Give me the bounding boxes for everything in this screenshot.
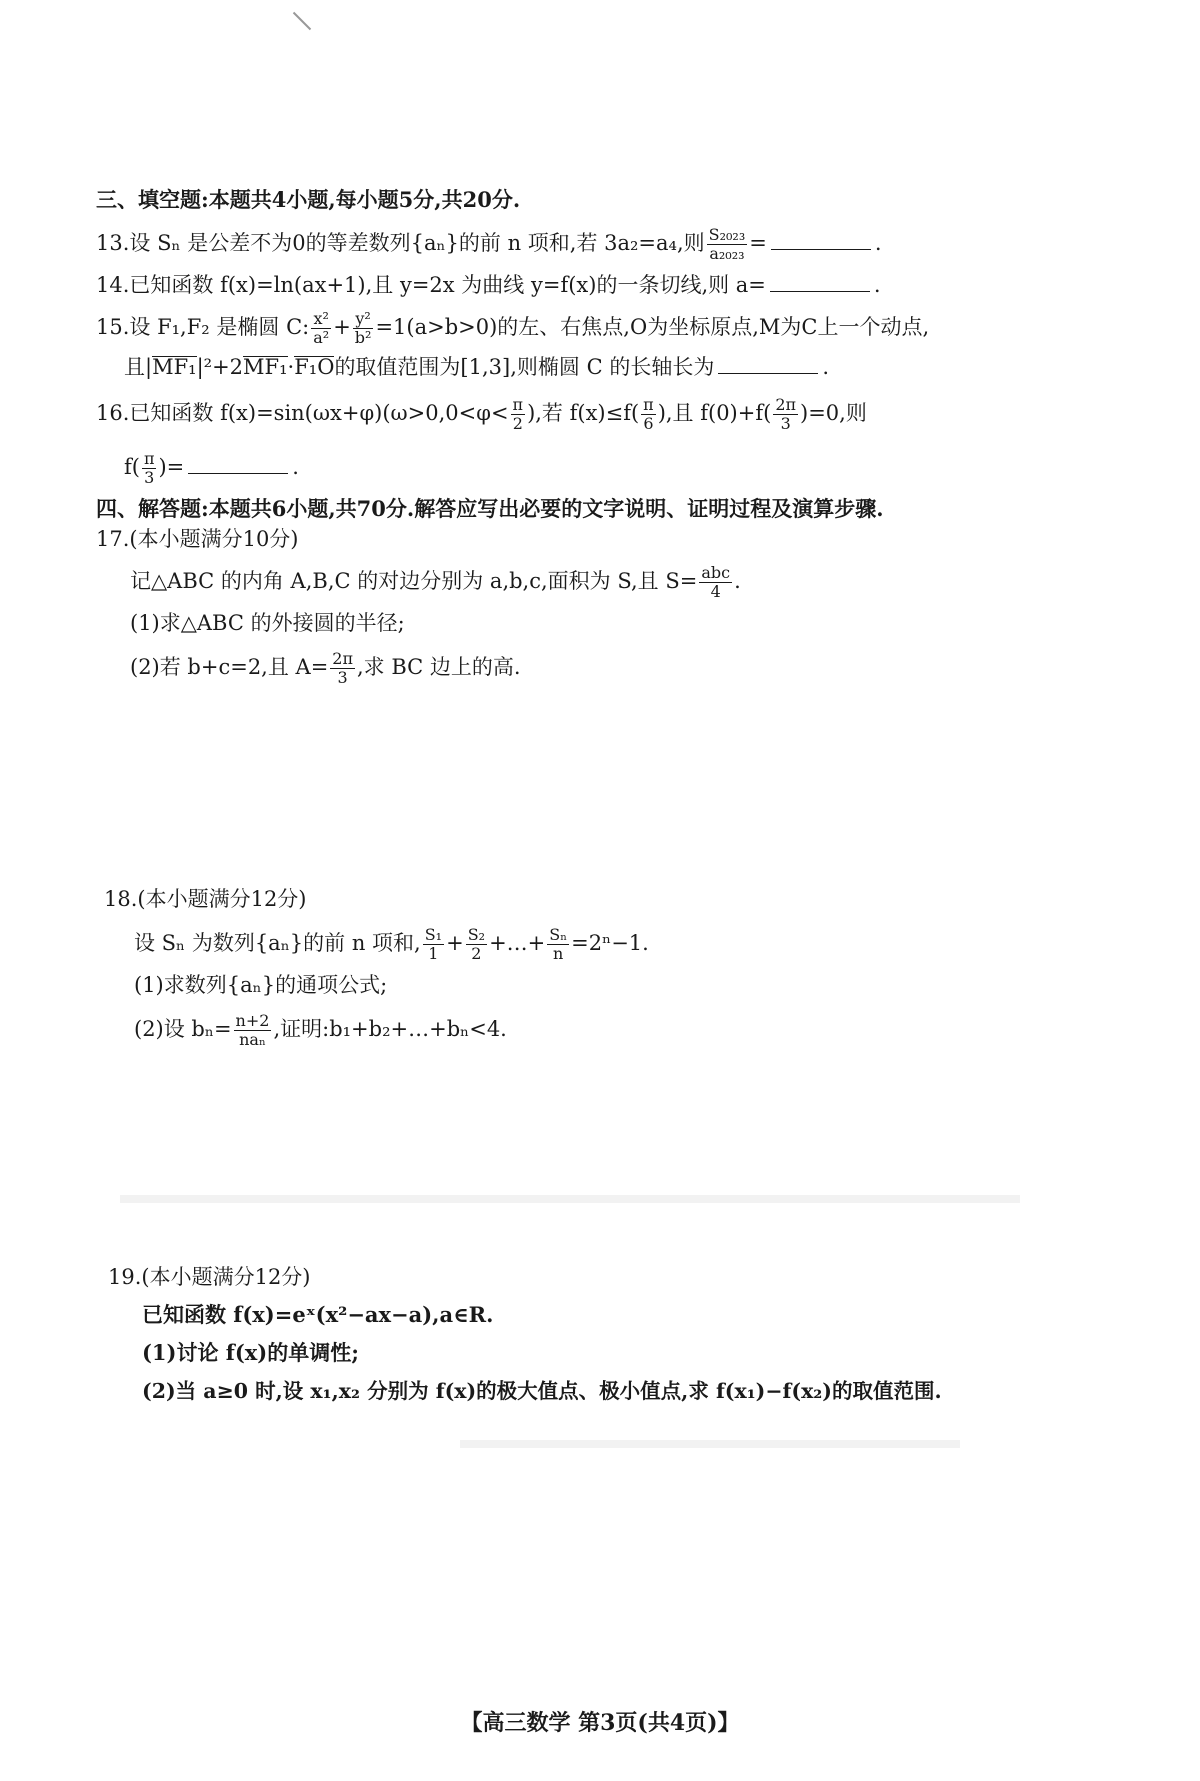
question-18-part1: (1)求数列{aₙ}的通项公式; [134,973,388,997]
section4-header: 四、解答题:本题共6小题,共70分.解答应写出必要的文字说明、证明过程及演算步骤. [96,496,884,521]
question-18-stem: 设 Sₙ 为数列{aₙ}的前 n 项和, $\frac{\text{S₁}}{1}$ + $\frac{\text{S₂}}{2}$ +…+ $\frac{\text{Sₙ}}{n}$ =2ⁿ−1. [134,925,649,963]
question-13: 13.设 Sₙ 是公差不为0的等差数列{aₙ}的前 n 项和,若 3a₂=a₄,则 $\frac{\text{S₂₀₂₃}}{\text{a₂₀₂₃}}$ = . [96,225,882,263]
fraction: $\frac{\text{S₁}}{1}$ [424,925,443,963]
answer-blank-13[interactable] [771,231,871,250]
answer-blank-14[interactable] [770,273,870,292]
fraction: $\frac{\text{Sₙ}}{n}$ [549,925,568,963]
question-19-stem: 已知函数 f(x)=eˣ(x²−ax−a),a∈R. [142,1302,494,1327]
question-15-line2: 且|MF₁|²+2MF₁·F₁O的取值范围为[1,3],则椭圆 C 的长轴长为 . [124,355,830,379]
question-17-stem: 记△ABC 的内角 A,B,C 的对边分别为 a,b,c,面积为 S,且 S= $\frac{\text{abc}}{4}$ . [130,563,741,601]
answer-blank-15[interactable] [718,355,818,374]
fraction: $\frac{\text{abc}}{4}$ [701,563,731,601]
vector: MF₁ [152,355,197,379]
question-17-title: 17.(本小题满分10分) [96,527,299,551]
fraction: $\frac{\pi}{3}$ [143,449,155,487]
fraction: $\frac{\pi}{6}$ [643,395,654,433]
fraction: $\frac{\text{y²}}{\text{b²}}$ [354,309,372,347]
question-15-line1: 15.设 F₁,F₂ 是椭圆 C: $\frac{\text{x²}}{\text{a²}}$ + $\frac{\text{y²}}{\text{b²}}$ =1(a>b>0)的左、右焦点,O为坐标原点,M为C上一个动点, [96,309,930,347]
fraction: $\frac{\text{x²}}{\text{a²}}$ [313,309,330,347]
page-footer: 【高三数学 第3页(共4页)】 [460,1710,740,1736]
question-17-part1: (1)求△ABC 的外接圆的半径; [130,611,405,635]
question-16-line2: f( $\frac{\pi}{3}$ )= . [124,449,299,487]
question-16-line1: 16.已知函数 f(x)=sin(ωx+φ)(ω>0,0<φ< $\frac{\pi}{2}$ ),若 f(x)≤f( $\frac{\pi}{6}$ ),且 f(0)+f( $\frac{2\pi}{3}$ )=0,则 [96,395,867,433]
fraction: $\frac{2\pi}{3}$ [775,395,797,433]
section3-header: 三、填空题:本题共4小题,每小题5分,共20分. [96,187,521,212]
answer-blank-16[interactable] [188,455,288,474]
question-18-title: 18.(本小题满分12分) [104,887,307,911]
fraction: $\frac{\text{S₂₀₂₃}}{\text{a₂₀₂₃}}$ [708,225,746,263]
vector: MF₁ [243,355,288,379]
fraction: $\frac{\pi}{2}$ [512,395,524,433]
question-19-part1: (1)讨论 f(x)的单调性; [142,1340,359,1365]
question-19-part2: (2)当 a≥0 时,设 x₁,x₂ 分别为 f(x)的极大值点、极小值点,求 f(x₁)−f(x₂)的取值范围. [142,1379,942,1403]
question-19-title: 19.(本小题满分12分) [108,1265,311,1289]
fraction: $\frac{n+2}{\text{naₙ}}$ [235,1011,270,1049]
fraction: $\frac{\text{S₂}}{2}$ [467,925,486,963]
question-17-part2: (2)若 b+c=2,且 A= $\frac{2\pi}{3}$ ,求 BC 边上的高. [130,649,521,687]
question-18-part2: (2)设 bₙ= $\frac{n+2}{\text{naₙ}}$ ,证明:b₁+b₂+…+bₙ<4. [134,1011,507,1049]
scan-artifact [293,12,311,30]
vector: F₁O [294,355,335,379]
fraction: $\frac{2\pi}{3}$ [332,649,353,687]
bleed-through [460,1440,960,1448]
bleed-through [120,1195,1020,1203]
question-14: 14.已知函数 f(x)=ln(ax+1),且 y=2x 为曲线 y=f(x)的一条切线,则 a= . [96,273,881,297]
